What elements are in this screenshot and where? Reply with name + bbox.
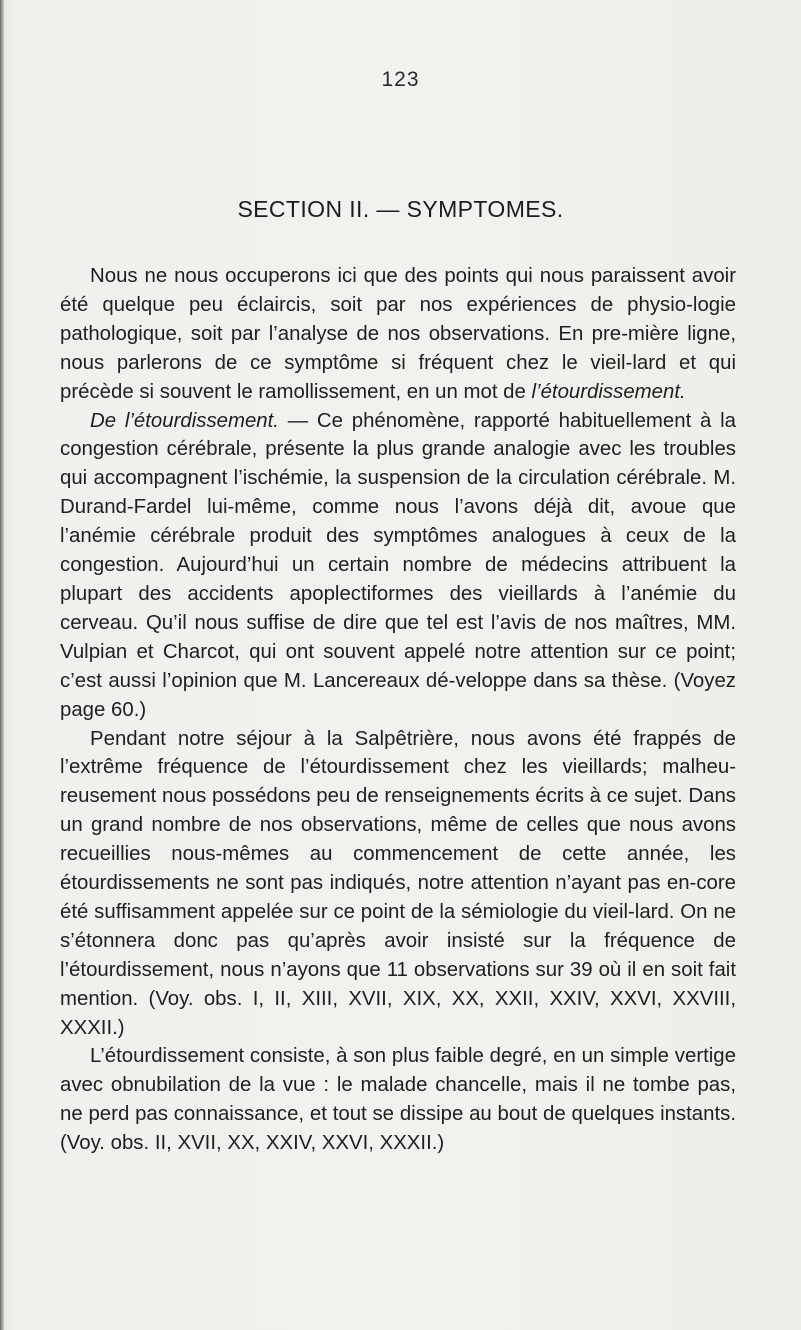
body-text (60, 262, 736, 1158)
section-title: SECTION II. — SYMPTOMES. (237, 196, 564, 222)
paragraph-etourdissement-text: — Ce phénomène, rapporté habituellement à la congestion cérébrale, présente la plus grande analogie avec les troubles qui accompagnent l’ischémie, la suspension de la circulation cérébrale. M. Durand-Fardel lui-même, comme nous l’avons déjà dit, avoue que l’anémie cérébrale produit des symptômes analogues à ceux de la congestion. Aujourd’hui un certain nombre de médecins attribuent la plupart des accidents apoplectiformes des vieillards à l’anémie du cerveau. Qu’il nous suffise de dire que tel est l’avis de nos maîtres, MM. Vulpian et Charcot, qui ont souvent appelé notre attention sur ce point; c’est aussi l’opinion que M. Lancereaux dé-veloppe dans sa thèse. (Voyez page 60.) (60, 409, 736, 721)
paragraph-intro-text: Nous ne nous occuperons ici que des points qui nous paraissent avoir été quelque peu éclaircis, soit par nos expériences de physio-logie pathologique, soit par l’analyse de nos observations. En pre-mière ligne, nous parlerons de ce symptôme si fréquent chez le vieil-lard et qui précède si souvent le ramollissement, en un mot de (60, 265, 736, 403)
paragraph-etourdissement (60, 407, 736, 725)
subsection-heading: De l’étourdissement. (90, 409, 279, 432)
paragraph-definition: L’étourdissement consiste, à son plus faible degré, en un simple vertige avec obnubilation de la vue : le malade chancelle, mais il ne tombe pas, ne perd pas connaissance, et tout se dissipe au bout de quelques instants. (Voy. obs. II, XVII, XX, XXIV, XXVI, XXXII.) (60, 1045, 736, 1155)
paragraph-intro (60, 262, 736, 407)
page-number: 123 (381, 68, 420, 91)
paragraph-salpetriere: Pendant notre séjour à la Salpêtrière, nous avons été frappés de l’extrême fréquence de l’étourdissement chez les vieillards; malheu-reusement nous possédons peu de renseignements écrits à ce sujet. Dans un grand nombre de nos observations, même de celles que nous avons recueillies nous-mêmes au commencement de cette année, les étourdissements ne sont pas indiqués, notre attention n’ayant pas en-core été suffisamment appelée sur ce point de la sémiologie du vieil-lard. On ne s’étonnera donc pas qu’après avoir insisté sur la fréquence de l’étourdissement, nous n’ayons que 11 observations sur 39 où il en soit fait mention. (Voy. obs. I, II, XIII, XVII, XIX, XX, XXII, XXIV, XXVI, XXVIII, XXXII.) (60, 727, 736, 1039)
term-etourdissement: l’étourdissement. (531, 380, 686, 403)
